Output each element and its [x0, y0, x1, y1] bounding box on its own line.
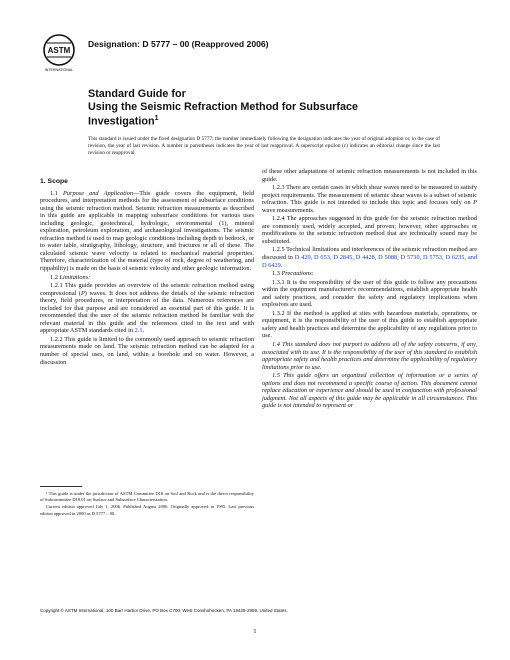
link-2-1[interactable]: 2.1	[134, 327, 143, 335]
footnotes	[40, 491, 254, 518]
title-line-2: Using the Seismic Refraction Method for Subsurface	[88, 100, 358, 113]
paragraph-1-2-4: 1.2.4 The approaches suggested in this guide for the seismic refraction method are commonly used, widely accepted, and proven; however, other approaches or modifications to the seismic refraction method that are technically sound may be substituted.	[262, 215, 477, 245]
paragraph-1-2-3: 1.2.3 There are certain cases in which shear waves need to be measured to satisfy project requirements. The measurement of seismic shear waves is a subset of seismic refraction. This guide is not intended to include this topic and focuses only on P wave measurements.	[262, 184, 477, 214]
paragraph-1-2: 1.2 Limitations:	[50, 273, 91, 281]
paragraph-continued: of these other adaptations of seismic refraction measurements is not included in this guide.	[262, 168, 477, 183]
svg-text:INTERNATIONAL: INTERNATIONAL	[44, 68, 74, 72]
right-column	[262, 168, 477, 411]
title-footnote-mark: 1	[154, 115, 159, 123]
paragraph-1-1: 1.1 Purpose and Application—This guide covers the equipment, field procedures, and interpretation methods for the assessment of subsurface conditions using the seismic refraction method. Seismic refraction measurements as described in this guide are applicable in mapping subsurface conditions for various uses including geologic, geotechnical, hydrologic, environmental (1), mineral exploration, petroleum exploration, and archaeological investigations. The seismic refraction method is used to map geologic conditions including depth to bedrock, or to water table, stratigraphy, lithology, structure, and fractures or all of these. The calculated seismic wave velocity is related to mechanical material properties. Therefore, characterization of the material (type of rock, degree of weathering, and rippability) is made on the basis of seismic velocity and other geologic information.	[40, 189, 254, 273]
footnote-divider	[40, 486, 82, 487]
title-line-1: Standard Guide for	[88, 88, 186, 100]
title-line-3: Investigation$^1$	[88, 115, 159, 128]
footnote-1: ¹ This guide is under the jurisdiction of ASTM Committee D18 on Soil and Rock and is the direct responsibility of Subcommittee D18.01 on Surface and Subsurface Characterization.	[40, 491, 254, 503]
paragraph-1-2-1: 1.2.1 This guide provides an overview of the seismic refraction method using compressional (P) waves. It does not address the details of the seismic refraction theory, field procedures, or interpretation of the data. Numerous references are included for that purpose and are considered an essential part of this guide. It is recommended that the user of the seismic refraction method be familiar with the relevant material in this guide and the references cited in the text and with appropriate ASTM standards cited in 2.1.	[40, 282, 254, 335]
section-heading: 1. Scope	[40, 178, 68, 185]
header	[40, 33, 480, 75]
paragraph-1-2-2: 1.2.2 This guide is limited to the commonly used approach to seismic refraction measurements made on land. The seismic refraction method can be adapted for a number of special uses, on land, within a borehole and on water. However, a discussion	[40, 335, 254, 366]
paragraph-1-3-2: 1.3.2 If the method is applied at sites with hazardous materials, operations, or equipment, it is the responsibility of the user of this guide to establish appropriate safety and health practices and determine the applicability of any regulations prior to use.	[262, 309, 477, 340]
designation: Designation: D 5777 – 00 (Reapproved 2006)	[88, 39, 269, 49]
page-number: 1	[253, 628, 257, 635]
paragraph-1-4: 1.4 This standard does not purport to address all of the safety concerns, if any, associated with its use. It is the responsibility of the user of this standard to establish appropriate safety and health practices and determine the applicability of regulatory limitations prior to use.	[262, 341, 477, 371]
astm-logo	[40, 33, 78, 73]
standards-links[interactable]: D 420, D 653, D 2845, D 4428, D 5088, D 5730, D 5753, D 6235, and D 6429	[262, 254, 477, 269]
paragraph-1-5: 1.5 This guide offers an organized collection of information or a series of options and does not recommend a specific course of action. This document cannot replace education or experience and should be used in conjunction with professional judgment. Not all aspects of this guide may be applicable in all circumstances. This guide is not intended to represent or	[262, 372, 477, 410]
issued-note: This standard is issued under the fixed designation D 5777; the number immediately following the designation indicates the year of original adoption or, in the case of revision, the year of last revision. A number in parentheses indicates the year of last reapproval. A superscript epsilon (ε) indicates an editorial change since the last revision or reapproval.	[88, 136, 440, 157]
paragraph-1-3: 1.3 Precautions:	[272, 270, 314, 278]
footnote-2: Current edition approved July 1, 2006. Published August 2006. Originally approved in 1995. Last previous edition approved in 2000 as D 5777 – 00.	[40, 504, 254, 516]
copyright-line: Copyright © ASTM International, 100 Barr Harbor Drive, PO Box C700, West Conshohocken, PA 19428-2959, United States.	[40, 608, 288, 613]
document-title	[88, 88, 468, 128]
svg-text:ASTM: ASTM	[47, 46, 71, 55]
paragraph-1-2-5: 1.2.5 Technical limitations and interferences of the seismic refraction method are discussed in D 420, D 653, D 2845, D 4428, D 5088, D 5730, D 5753, D 6235, and D 6429.	[262, 246, 477, 269]
paragraph-1-3-1: 1.3.1 It is the responsibility of the user of this guide to follow any precautions within the equipment manufacturer's recommendations, establish appropriate health and safety practices, and consider the safety and regulatory implications when explosives are used.	[262, 278, 477, 309]
left-column	[40, 172, 254, 367]
